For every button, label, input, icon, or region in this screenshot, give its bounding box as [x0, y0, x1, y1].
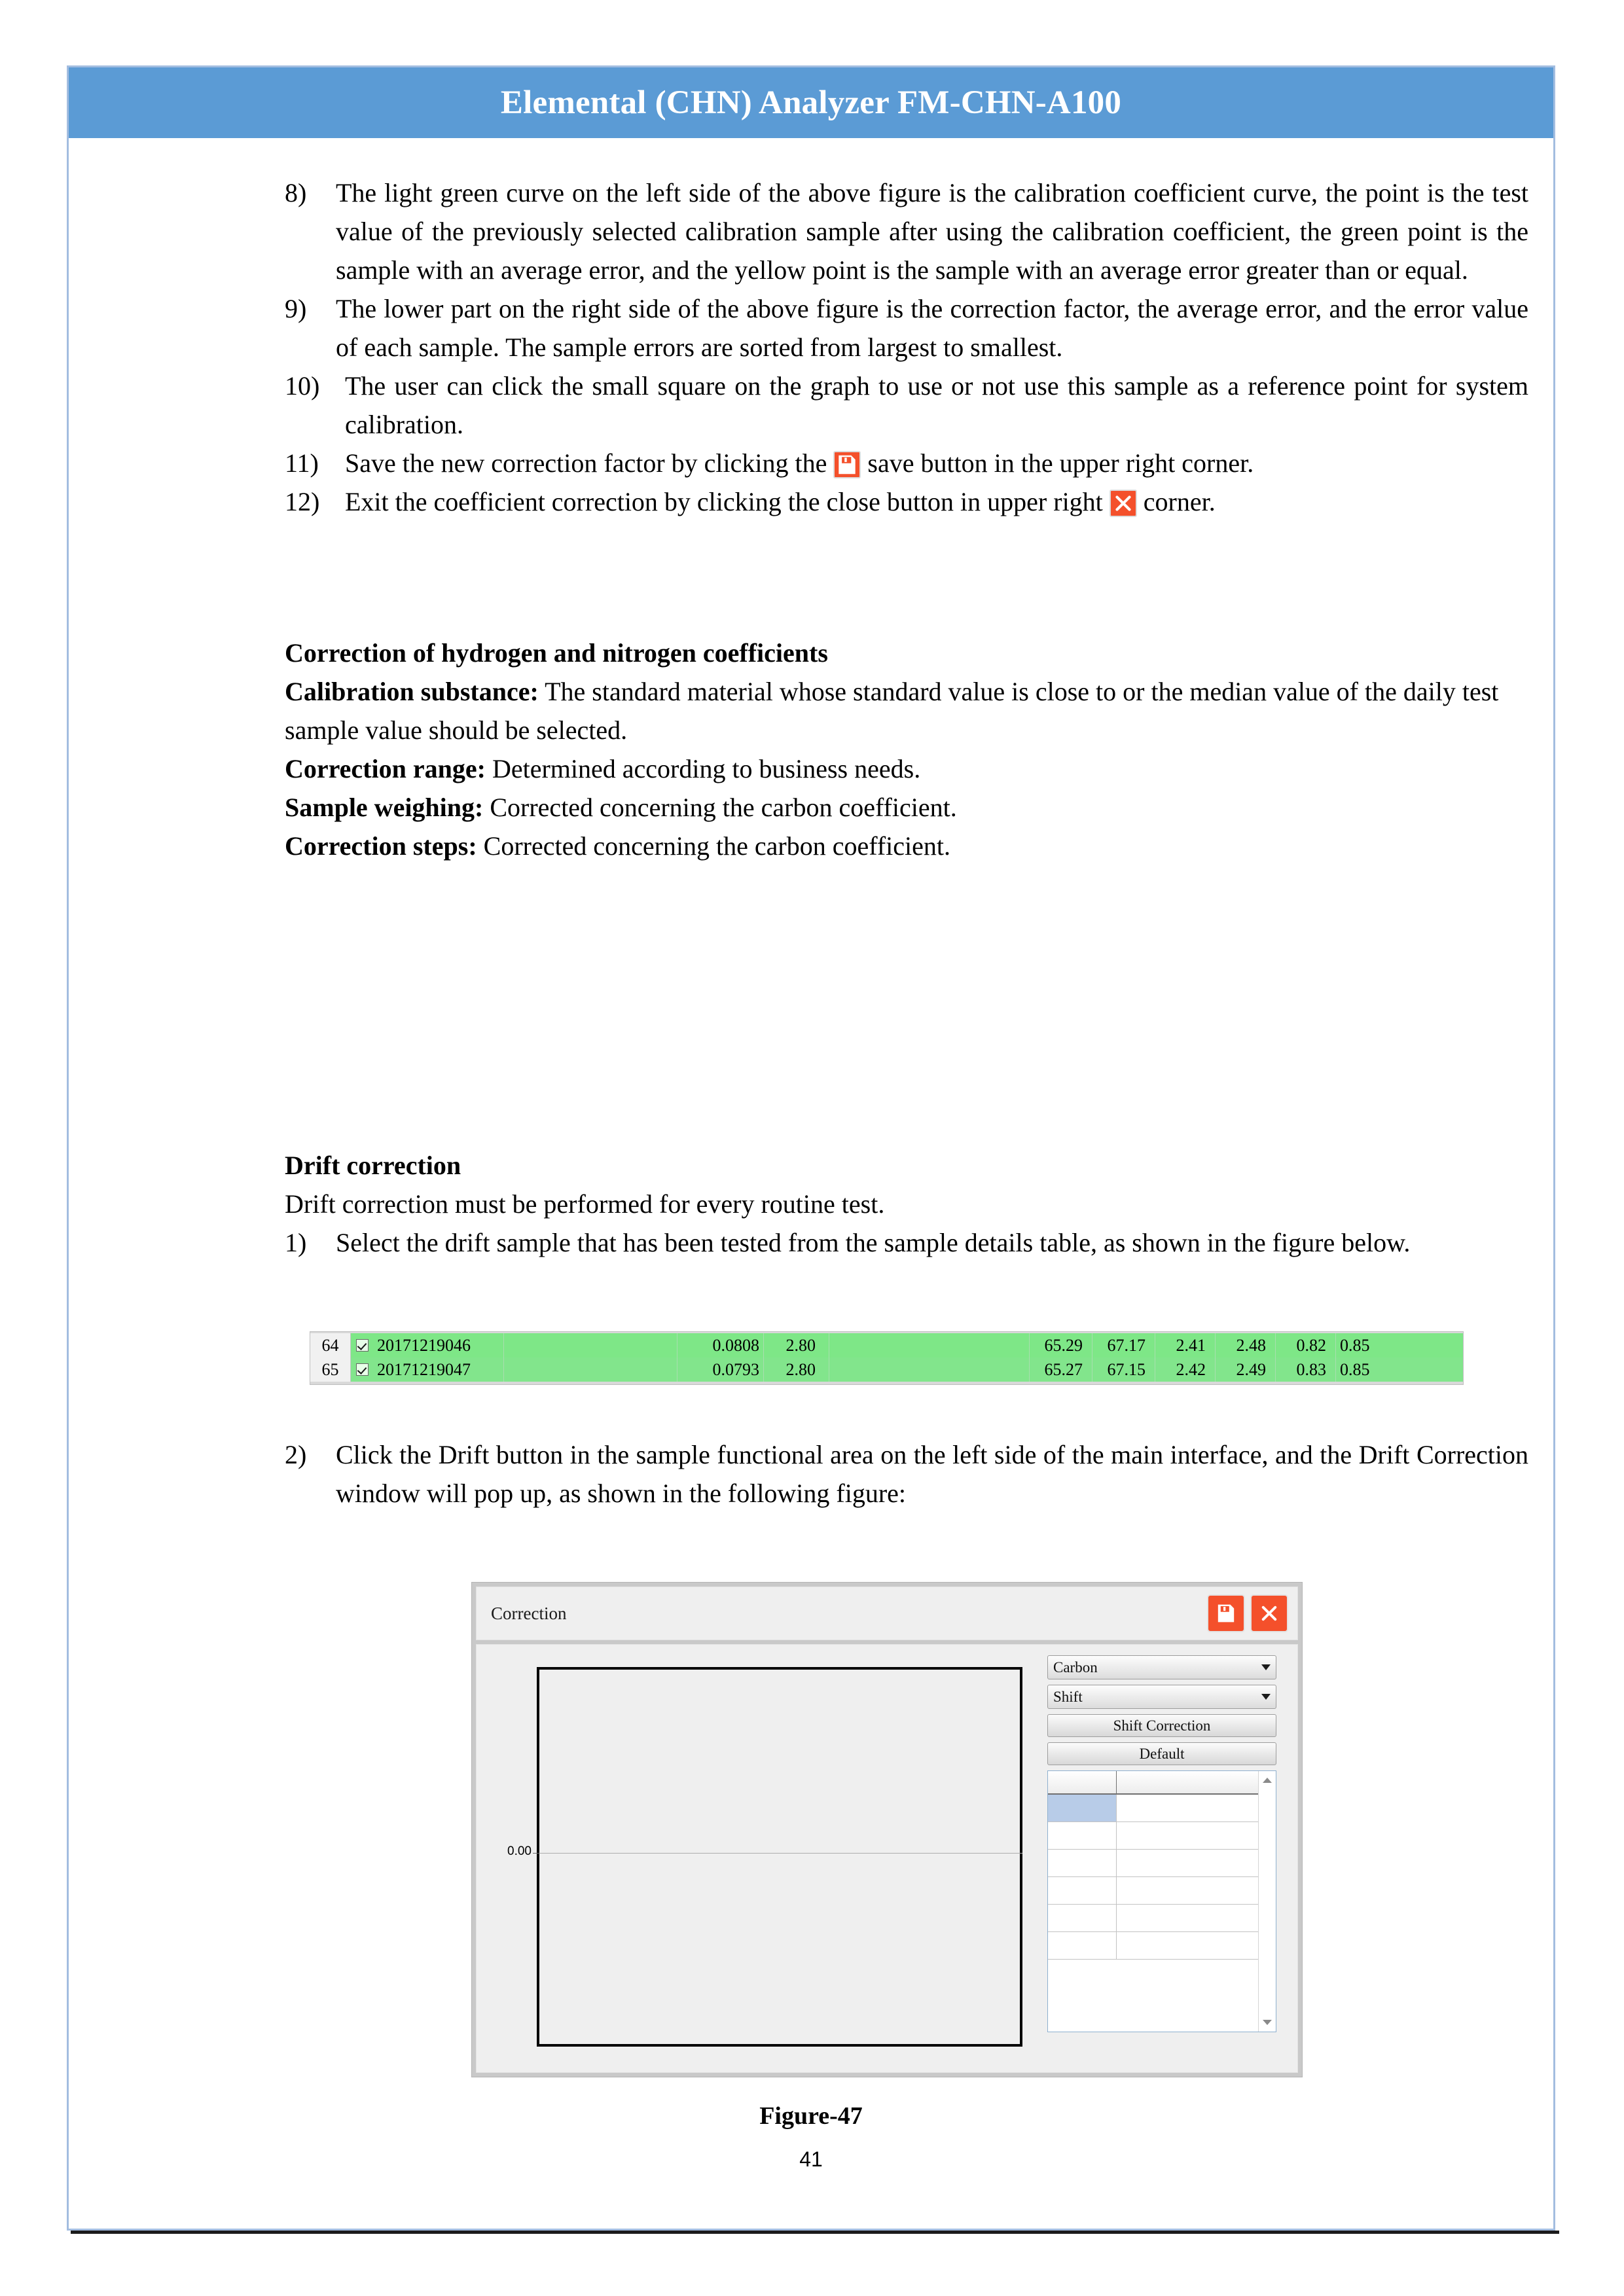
- cell-weight: 0.0793: [677, 1357, 764, 1382]
- page-header-bar: [69, 67, 1553, 138]
- correction-range-label: Correction range:: [285, 754, 486, 783]
- cell-n3: 2.41: [1155, 1333, 1216, 1357]
- list-item-9: [285, 289, 1528, 367]
- list-item-11: [285, 444, 1528, 482]
- close-icon[interactable]: [1110, 490, 1137, 517]
- cell-n6: 0.85: [1340, 1360, 1370, 1379]
- grid-cell-1[interactable]: [1048, 1850, 1117, 1876]
- element-select[interactable]: [1047, 1655, 1276, 1679]
- grid-cell-2[interactable]: [1117, 1877, 1258, 1904]
- drift-correction-intro: Drift correction must be performed for every routine test.: [285, 1189, 885, 1219]
- cell-blank-2: [829, 1357, 1030, 1382]
- grid-cell-2[interactable]: [1117, 1795, 1258, 1821]
- correction-grid[interactable]: [1047, 1770, 1276, 2032]
- correction-grid-header: [1048, 1771, 1258, 1795]
- row-checkbox[interactable]: [351, 1339, 373, 1352]
- drift-step-2-marker: 2): [285, 1440, 307, 1469]
- grid-cell-2[interactable]: [1117, 1932, 1258, 1959]
- correction-steps-label: Correction steps:: [285, 831, 477, 861]
- chart-gridline-zero: [537, 1853, 1022, 1854]
- grid-scrollbar[interactable]: [1258, 1771, 1276, 2032]
- cell-blank-1: [504, 1333, 677, 1357]
- correction-grid-body: [1048, 1771, 1258, 2032]
- calibration-substance-value: The standard material whose standard value is close to or the median value of the daily test sample value should be selected.: [285, 677, 1499, 745]
- drift-steps-list-2: [285, 1435, 1528, 1513]
- cell-blank-1: [504, 1357, 677, 1382]
- chart-y-tick-label: 0.00: [507, 1844, 532, 1858]
- grid-cell-1[interactable]: [1048, 1877, 1117, 1904]
- drift-correction-section: [285, 1146, 1528, 1262]
- grid-cell-1[interactable]: [1048, 1905, 1117, 1931]
- grid-cell-1[interactable]: [1048, 1795, 1117, 1821]
- drift-chart: [505, 1667, 1022, 2047]
- sample-details-table[interactable]: [310, 1331, 1464, 1385]
- list-marker-10: 10): [285, 371, 320, 401]
- drift-step-2: [285, 1435, 1528, 1513]
- cell-n1: 65.29: [1030, 1333, 1092, 1357]
- grid-cell-1[interactable]: [1048, 1932, 1117, 1959]
- list-text-11-after: save button in the upper right corner.: [867, 448, 1254, 478]
- save-icon[interactable]: [833, 451, 861, 478]
- list-text-8: The light green curve on the left side of the above figure is the calibration coefficient curve, the point is the test value of the previously selected calibration sample after using the calibration coefficient, the green point is the sample with an average error, and the yellow point is the sample with an average error greater than or equal.: [336, 178, 1528, 285]
- list-item-8: [285, 173, 1528, 289]
- chevron-down-icon: [1263, 2020, 1272, 2025]
- grid-cell-2[interactable]: [1117, 1822, 1258, 1849]
- close-icon[interactable]: [1250, 1594, 1288, 1632]
- chevron-down-icon: [1261, 1694, 1271, 1700]
- page-number: 41: [799, 2147, 823, 2171]
- table-row[interactable]: [1048, 1822, 1258, 1850]
- page-title: Elemental (CHN) Analyzer FM-CHN-A100: [500, 84, 1122, 121]
- cell-n2: 67.17: [1092, 1333, 1155, 1357]
- row-number: 64: [310, 1333, 351, 1357]
- list-text-10: The user can click the small square on the graph to use or not use this sample as a reference point for system calibration.: [345, 371, 1528, 439]
- scroll-up-button[interactable]: [1259, 1772, 1276, 1788]
- sample-weighing-row: [285, 788, 1528, 827]
- cell-n4: 2.49: [1216, 1357, 1276, 1382]
- table-row[interactable]: [1048, 1877, 1258, 1905]
- instruction-list: [285, 173, 1528, 521]
- cell-n3: 2.42: [1155, 1357, 1216, 1382]
- correction-steps-row: [285, 827, 1528, 865]
- cell-weight: 0.0808: [677, 1333, 764, 1357]
- grid-cell-1[interactable]: [1048, 1822, 1117, 1849]
- cell-blank-2: [829, 1333, 1030, 1357]
- grid-cell-2[interactable]: [1117, 1905, 1258, 1931]
- hydrogen-nitrogen-heading: Correction of hydrogen and nitrogen coefficients: [285, 638, 828, 668]
- list-text-12-before: Exit the coefficient correction by clicking the close button in upper right: [345, 487, 1103, 516]
- grid-cell-2[interactable]: [1117, 1850, 1258, 1876]
- drift-step-1-text: Select the drift sample that has been tested from the sample details table, as shown in the figure below.: [336, 1228, 1411, 1257]
- sample-weighing-label: Sample weighing:: [285, 793, 484, 822]
- list-item-10: [285, 367, 1528, 444]
- drift-correction-heading: Drift correction: [285, 1151, 461, 1180]
- list-marker-12: 12): [285, 487, 320, 516]
- chart-plot-area[interactable]: [537, 1667, 1022, 2047]
- list-text-9: The lower part on the right side of the above figure is the correction factor, the average error, and the error value of each sample. The sample errors are sorted from largest to smallest.: [336, 294, 1528, 362]
- drift-step-1: [285, 1223, 1528, 1262]
- drift-steps-list: [285, 1223, 1528, 1262]
- cell-n5: 0.82: [1276, 1333, 1336, 1357]
- figure-caption: Figure-47: [759, 2102, 863, 2130]
- grid-header-col-1[interactable]: [1048, 1771, 1117, 1793]
- chart-y-tick: [533, 1853, 539, 1854]
- cell-n6: 0.85: [1340, 1336, 1370, 1355]
- scroll-down-button[interactable]: [1259, 2015, 1276, 2030]
- row-checkbox[interactable]: [351, 1363, 373, 1376]
- list-marker-11: 11): [285, 448, 319, 478]
- save-icon[interactable]: [1207, 1594, 1245, 1632]
- cell-n1: 65.27: [1030, 1357, 1092, 1382]
- grid-empty-area: [1048, 1960, 1258, 2032]
- cell-sample-id: 20171219047: [373, 1357, 504, 1382]
- chevron-down-icon: [1261, 1664, 1271, 1670]
- cell-value: 2.80: [764, 1357, 829, 1382]
- table-row[interactable]: [1048, 1932, 1258, 1960]
- cell-sample-id: 20171219046: [373, 1333, 504, 1357]
- chevron-up-icon: [1263, 1778, 1272, 1783]
- list-marker-8: 8): [285, 178, 307, 207]
- correction-dialog: [471, 1582, 1303, 2077]
- cell-n2: 67.15: [1092, 1357, 1155, 1382]
- correction-range-row: [285, 749, 1528, 788]
- table-row[interactable]: [1048, 1850, 1258, 1877]
- dialog-right-panel: [1047, 1655, 1276, 2032]
- grid-header-col-2[interactable]: [1117, 1771, 1258, 1793]
- table-row[interactable]: [1048, 1795, 1258, 1822]
- calibration-substance-label: Calibration substance:: [285, 677, 539, 706]
- list-item-12: [285, 482, 1528, 521]
- table-row[interactable]: [310, 1333, 1463, 1357]
- element-select-value: Carbon: [1053, 1659, 1098, 1676]
- shift-correction-button[interactable]: Shift Correction: [1047, 1714, 1276, 1737]
- drift-step-1-marker: 1): [285, 1228, 307, 1257]
- hydrogen-nitrogen-section: [285, 634, 1528, 865]
- list-marker-9: 9): [285, 294, 307, 323]
- dialog-body: [476, 1644, 1298, 2073]
- drift-step-2-text: Click the Drift button in the sample functional area on the left side of the main interface, and the Drift Correction window will pop up, as shown in the following figure:: [336, 1440, 1528, 1508]
- calibration-substance-row: [285, 672, 1528, 749]
- list-text-12-after: corner.: [1143, 487, 1216, 516]
- cell-n5: 0.83: [1276, 1357, 1336, 1382]
- dialog-title: Correction: [491, 1603, 567, 1623]
- mode-select-value: Shift: [1053, 1689, 1083, 1705]
- page-frame: [67, 65, 1555, 2231]
- table-row[interactable]: [310, 1357, 1463, 1382]
- default-button[interactable]: Default: [1047, 1742, 1276, 1765]
- list-text-11-before: Save the new correction factor by clicking the: [345, 448, 827, 478]
- table-row[interactable]: [1048, 1905, 1258, 1932]
- sample-weighing-value: Corrected concerning the carbon coefficient.: [490, 793, 957, 822]
- correction-range-value: Determined according to business needs.: [492, 754, 921, 783]
- row-number: 65: [310, 1357, 351, 1382]
- cell-n4: 2.48: [1216, 1333, 1276, 1357]
- correction-steps-value: Corrected concerning the carbon coefficient.: [483, 831, 950, 861]
- mode-select[interactable]: [1047, 1685, 1276, 1709]
- page-shadow: [71, 2231, 1559, 2234]
- cell-value: 2.80: [764, 1333, 829, 1357]
- dialog-titlebar: [476, 1587, 1298, 1640]
